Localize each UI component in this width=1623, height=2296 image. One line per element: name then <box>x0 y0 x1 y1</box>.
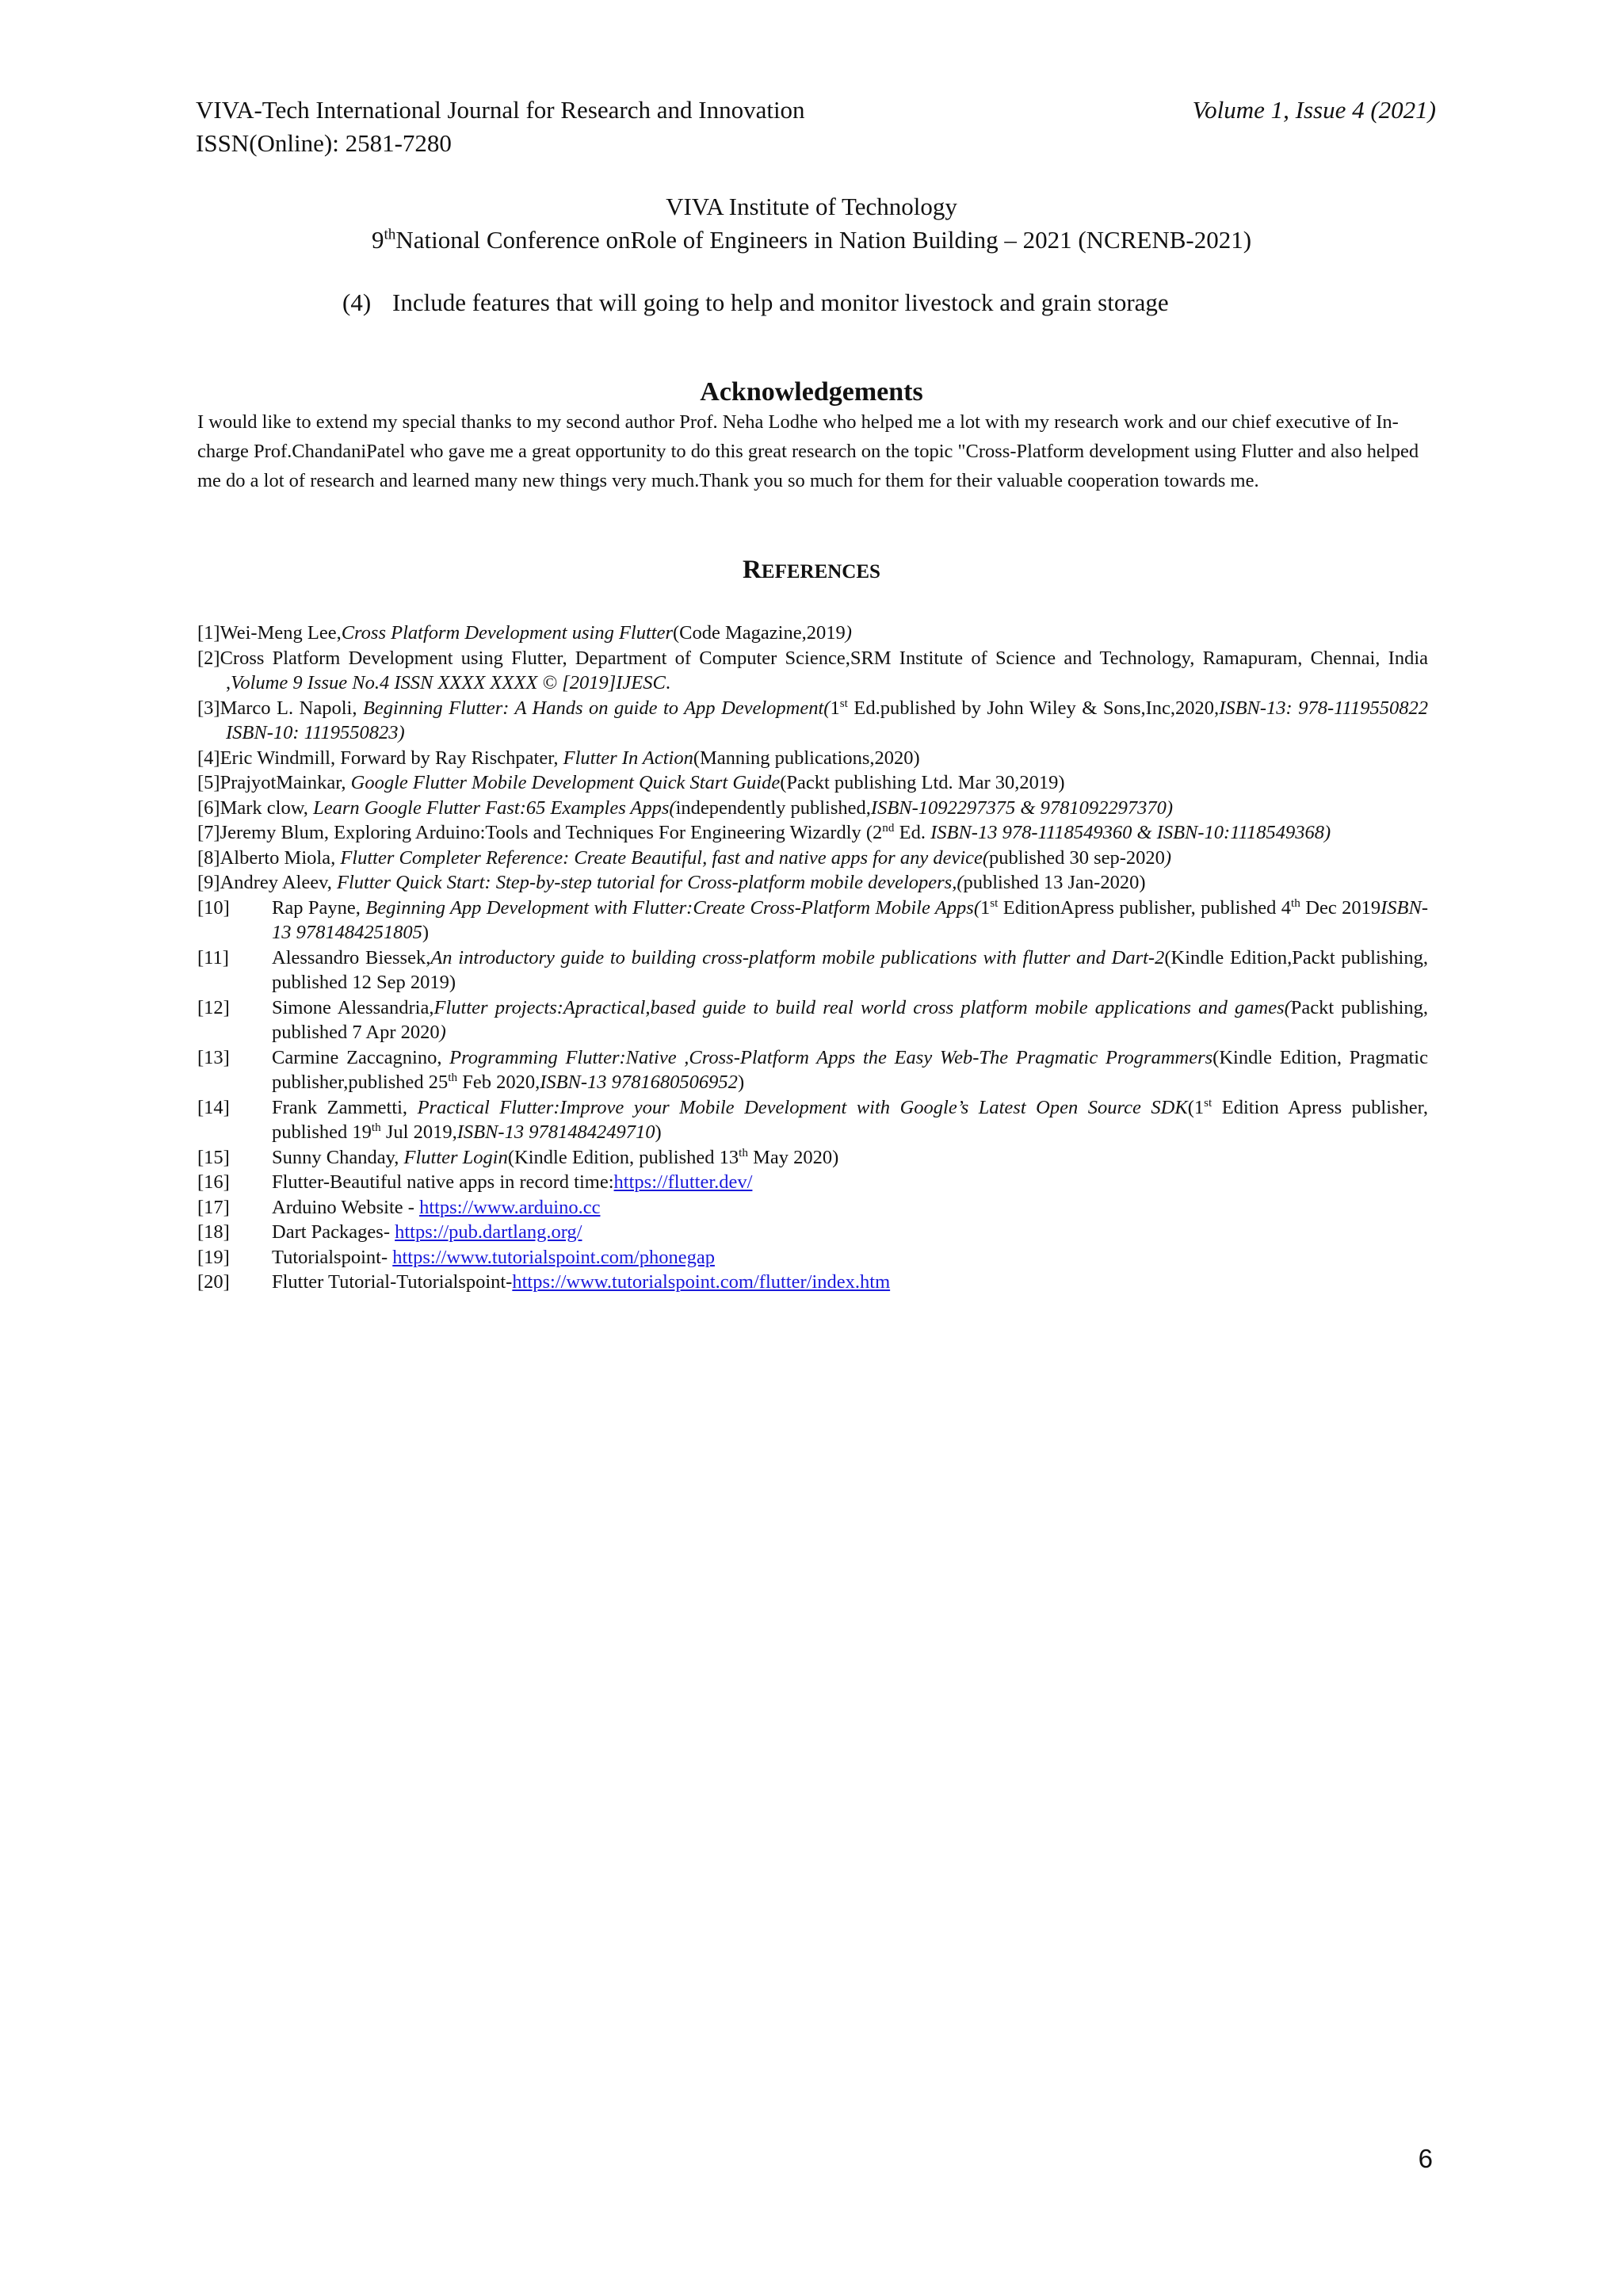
reference-text: (Packt publishing Ltd. Mar 30,2019) <box>780 772 1065 793</box>
reference-label: [9] <box>197 872 220 893</box>
reference-item <box>197 820 1428 846</box>
reference-item <box>197 1245 1428 1270</box>
reference-label: [13] <box>197 1046 230 1068</box>
reference-text: Flutter-Beautiful native apps in record time: <box>272 1171 614 1193</box>
reference-item <box>197 796 1428 821</box>
ordinal-suffix: st <box>1204 1095 1212 1110</box>
list-item-number: (4) <box>342 288 372 316</box>
reference-text: ) <box>655 1121 662 1143</box>
reference-item <box>197 770 1428 796</box>
reference-text: Jul 2019, <box>380 1121 457 1143</box>
journal-title: VIVA-Tech International Journal for Research and Innovation <box>196 96 805 124</box>
conference-name: National Conference onRole of Engineers in Nation Building – 2021 (NCRENB-2021) <box>395 226 1252 254</box>
reference-title: Practical Flutter:Improve your Mobile Development with Google’s Latest Open Source SDK <box>417 1096 1188 1118</box>
reference-label: [10] <box>197 896 230 919</box>
reference-link[interactable]: https://www.arduino.cc <box>419 1196 601 1218</box>
reference-title: Flutter In Action <box>563 747 693 769</box>
reference-title: Learn Google Flutter Fast:65 Examples Apps( <box>313 797 676 819</box>
ordinal-suffix: th <box>448 1070 458 1084</box>
reference-link[interactable]: https://flutter.dev/ <box>613 1171 753 1193</box>
reference-text: (1 <box>1187 1096 1205 1118</box>
reference-label: [5] <box>197 772 220 793</box>
journal-issn: ISSN(Online): 2581-7280 <box>196 129 452 157</box>
reference-item <box>197 995 1428 1045</box>
reference-text: Rap Payne, <box>272 896 366 919</box>
reference-text: (Kindle Edition, Pragmatic publisher,published 25 <box>272 1046 1428 1093</box>
reference-text: Ed.published by John Wiley & Sons,Inc,2020, <box>847 697 1220 719</box>
ordinal-suffix: st <box>990 896 999 910</box>
reference-text: published 13 Jan-2020) <box>963 872 1146 893</box>
reference-item <box>197 1145 1428 1171</box>
reference-label: [18] <box>197 1221 230 1243</box>
reference-link[interactable]: https://www.tutorialspoint.com/flutter/index.htm <box>512 1271 891 1293</box>
reference-title: An introductory guide to building cross-platform mobile publications with flutter and Dart-2 <box>430 946 1165 968</box>
reference-text: Simone Alessandria, <box>272 996 434 1018</box>
conference-ordinal: 9 <box>371 226 384 254</box>
reference-text: Alessandro Biessek, <box>272 946 431 968</box>
reference-text: Packt publishing, published 7 Apr 2020 <box>272 996 1428 1043</box>
reference-item <box>197 746 1428 771</box>
reference-text: Jeremy Blum, Exploring Arduino:Tools and Techniques For Engineering Wizardly (2 <box>220 822 883 843</box>
reference-text: Ed. <box>894 822 931 843</box>
reference-text: 1 <box>980 896 991 919</box>
reference-text: Dart Packages- <box>272 1221 395 1243</box>
reference-title: Beginning Flutter: A Hands on guide to App Development( <box>362 697 831 719</box>
reference-label: [14] <box>197 1096 230 1118</box>
reference-label: [17] <box>197 1196 230 1218</box>
reference-item <box>197 896 1428 946</box>
reference-item <box>197 696 1428 746</box>
reference-text: ) <box>737 1072 745 1093</box>
reference-label: [3] <box>197 697 220 719</box>
reference-text: Eric Windmill, Forward by Ray Rischpater, <box>220 747 563 769</box>
reference-text: independently published, <box>675 797 871 819</box>
acknowledgements-heading: Acknowledgements <box>700 377 923 407</box>
reference-label: [6] <box>197 797 220 819</box>
reference-title: Flutter Login <box>403 1146 508 1168</box>
reference-title: Cross Platform Development using Flutter <box>341 622 673 644</box>
reference-text: (Manning publications,2020) <box>693 747 920 769</box>
reference-title: , Flutter Completer Reference: Create Beautiful, fast and native apps for any device( <box>330 846 990 869</box>
reference-text: Feb 2020, <box>457 1072 540 1093</box>
reference-item <box>197 1095 1428 1145</box>
reference-text: Frank Zammetti, <box>272 1096 418 1118</box>
reference-title: ISBN-1092297375 & 9781092297370) <box>870 797 1173 819</box>
reference-label: [2] <box>197 647 220 669</box>
reference-label: [20] <box>197 1271 230 1293</box>
reference-text: (Code Magazine,2019 <box>673 622 846 644</box>
reference-text: (Kindle Edition, published 13 <box>507 1146 739 1168</box>
conference-ordinal-suffix: th <box>384 226 396 243</box>
reference-title: Programming Flutter:Native ,Cross-Platform Apps the Easy Web-The Pragmatic Programmers <box>449 1046 1213 1068</box>
reference-item <box>197 946 1428 995</box>
reference-label: [19] <box>197 1246 230 1268</box>
reference-text: Wei-Meng Lee, <box>220 622 342 644</box>
acknowledgements-body: I would like to extend my special thanks to my second author Prof. Neha Lodhe who helped me a lot with my research work and our chief executive of In-charge Prof.ChandaniPatel who gave me a great opportunity to do this great research on the topic "Cross-Platform development using Flutter and also helped me do a lot of research and learned many new things very much.Thank you so much for them for their valuable cooperation towards me. <box>197 411 1419 491</box>
ordinal-suffix: th <box>739 1145 748 1159</box>
reference-item <box>197 621 1428 646</box>
reference-list <box>197 621 1428 1295</box>
list-item-text: Include features that will going to help and monitor livestock and grain storage <box>392 288 1169 316</box>
ordinal-suffix: th <box>1291 896 1300 910</box>
future-scope-item <box>342 286 1169 319</box>
reference-text: Marco L. Napoli, <box>220 697 363 719</box>
reference-text: Tutorialspoint- <box>272 1246 393 1268</box>
reference-text: PrajyotMainkar, <box>220 772 351 793</box>
reference-text: . <box>665 672 670 693</box>
ordinal-suffix: th <box>371 1120 381 1134</box>
journal-volume: Volume 1, Issue 4 (2021) <box>1192 96 1436 124</box>
reference-title: Flutter Quick Start: Step-by-step tutorial for Cross-platform mobile developers,( <box>337 872 964 893</box>
ordinal-suffix: nd <box>882 820 895 835</box>
reference-link[interactable]: https://pub.dartlang.org/ <box>395 1221 582 1243</box>
reference-title: Google Flutter Mobile Development Quick Start Guide <box>350 772 781 793</box>
reference-label: [8] <box>197 846 220 869</box>
reference-text: Andrey Aleev, <box>220 872 337 893</box>
reference-text: Alberto Miola <box>220 846 331 869</box>
reference-link[interactable]: https://www.tutorialspoint.com/phonegap <box>392 1246 715 1268</box>
reference-text: May 2020) <box>747 1146 839 1168</box>
reference-text: Arduino Website - <box>272 1196 420 1218</box>
reference-item <box>197 1220 1428 1245</box>
reference-title: ISBN-13 9781680506952 <box>540 1072 738 1093</box>
reference-label: [11] <box>197 946 229 968</box>
reference-label: [4] <box>197 747 220 769</box>
reference-title: Flutter projects:Apractical,based guide to build real world cross platform mobile applications and games( <box>433 996 1291 1018</box>
reference-text: published 30 sep-2020 <box>989 846 1165 869</box>
reference-label: [15] <box>197 1146 230 1168</box>
reference-item <box>197 846 1428 871</box>
reference-text: Mark clow, <box>220 797 314 819</box>
reference-title: Volume 9 Issue No.4 ISSN XXXX XXXX © [2019]IJESC <box>231 672 666 693</box>
journal-header <box>196 94 805 160</box>
reference-title: ISBN-13 9781484251805 <box>272 896 1429 943</box>
reference-label: [12] <box>197 996 230 1018</box>
reference-title: ISBN-13 9781484249710 <box>456 1121 655 1143</box>
reference-item <box>197 1045 1428 1095</box>
page-number: 6 <box>1418 2144 1433 2173</box>
reference-item <box>197 646 1428 696</box>
reference-title: ) <box>1164 846 1172 869</box>
reference-item <box>197 1270 1428 1295</box>
reference-text: ) <box>422 922 430 943</box>
reference-item <box>197 1195 1428 1221</box>
reference-title: ) <box>845 622 852 644</box>
conference-title <box>0 223 1623 257</box>
reference-text: (Kindle Edition,Packt publishing, published 12 Sep 2019) <box>272 946 1428 993</box>
reference-item <box>197 1170 1428 1195</box>
reference-label: [7] <box>197 822 220 843</box>
reference-label: [16] <box>197 1171 230 1193</box>
reference-text: EditionApress publisher, published 4 <box>998 896 1292 919</box>
reference-text: Flutter Tutorial-Tutorialspoint- <box>272 1271 513 1293</box>
reference-title: ISBN-13 978-1118549360 & ISBN-10:1118549368) <box>930 822 1331 843</box>
reference-title: Beginning App Development with Flutter:Create Cross-Platform Mobile Apps( <box>365 896 980 919</box>
reference-text: Cross Platform Development using Flutter, Department of Computer Science,SRM Institute of Science and Technology, Ramapuram, Chennai, India , <box>220 647 1428 693</box>
ordinal-suffix: st <box>839 696 848 710</box>
reference-text: Edition Apress publisher, published 19 <box>272 1096 1428 1143</box>
references-heading <box>0 552 1623 590</box>
reference-label: [1] <box>197 622 220 644</box>
references-heading-initial: R <box>743 556 762 584</box>
reference-item <box>197 870 1428 896</box>
reference-text: Dec 2019 <box>1300 896 1381 919</box>
reference-text: Carmine Zaccagnino, <box>272 1046 450 1068</box>
reference-title: ISBN-13: 978-1119550822 ISBN-10: 1119550823) <box>226 697 1428 743</box>
reference-text: Sunny Chanday, <box>272 1146 404 1168</box>
institute-name: VIVA Institute of Technology <box>666 193 957 220</box>
reference-text: 1 <box>830 697 840 719</box>
reference-title: ) <box>439 1022 446 1043</box>
references-heading-rest: EFERENCES <box>761 561 880 583</box>
